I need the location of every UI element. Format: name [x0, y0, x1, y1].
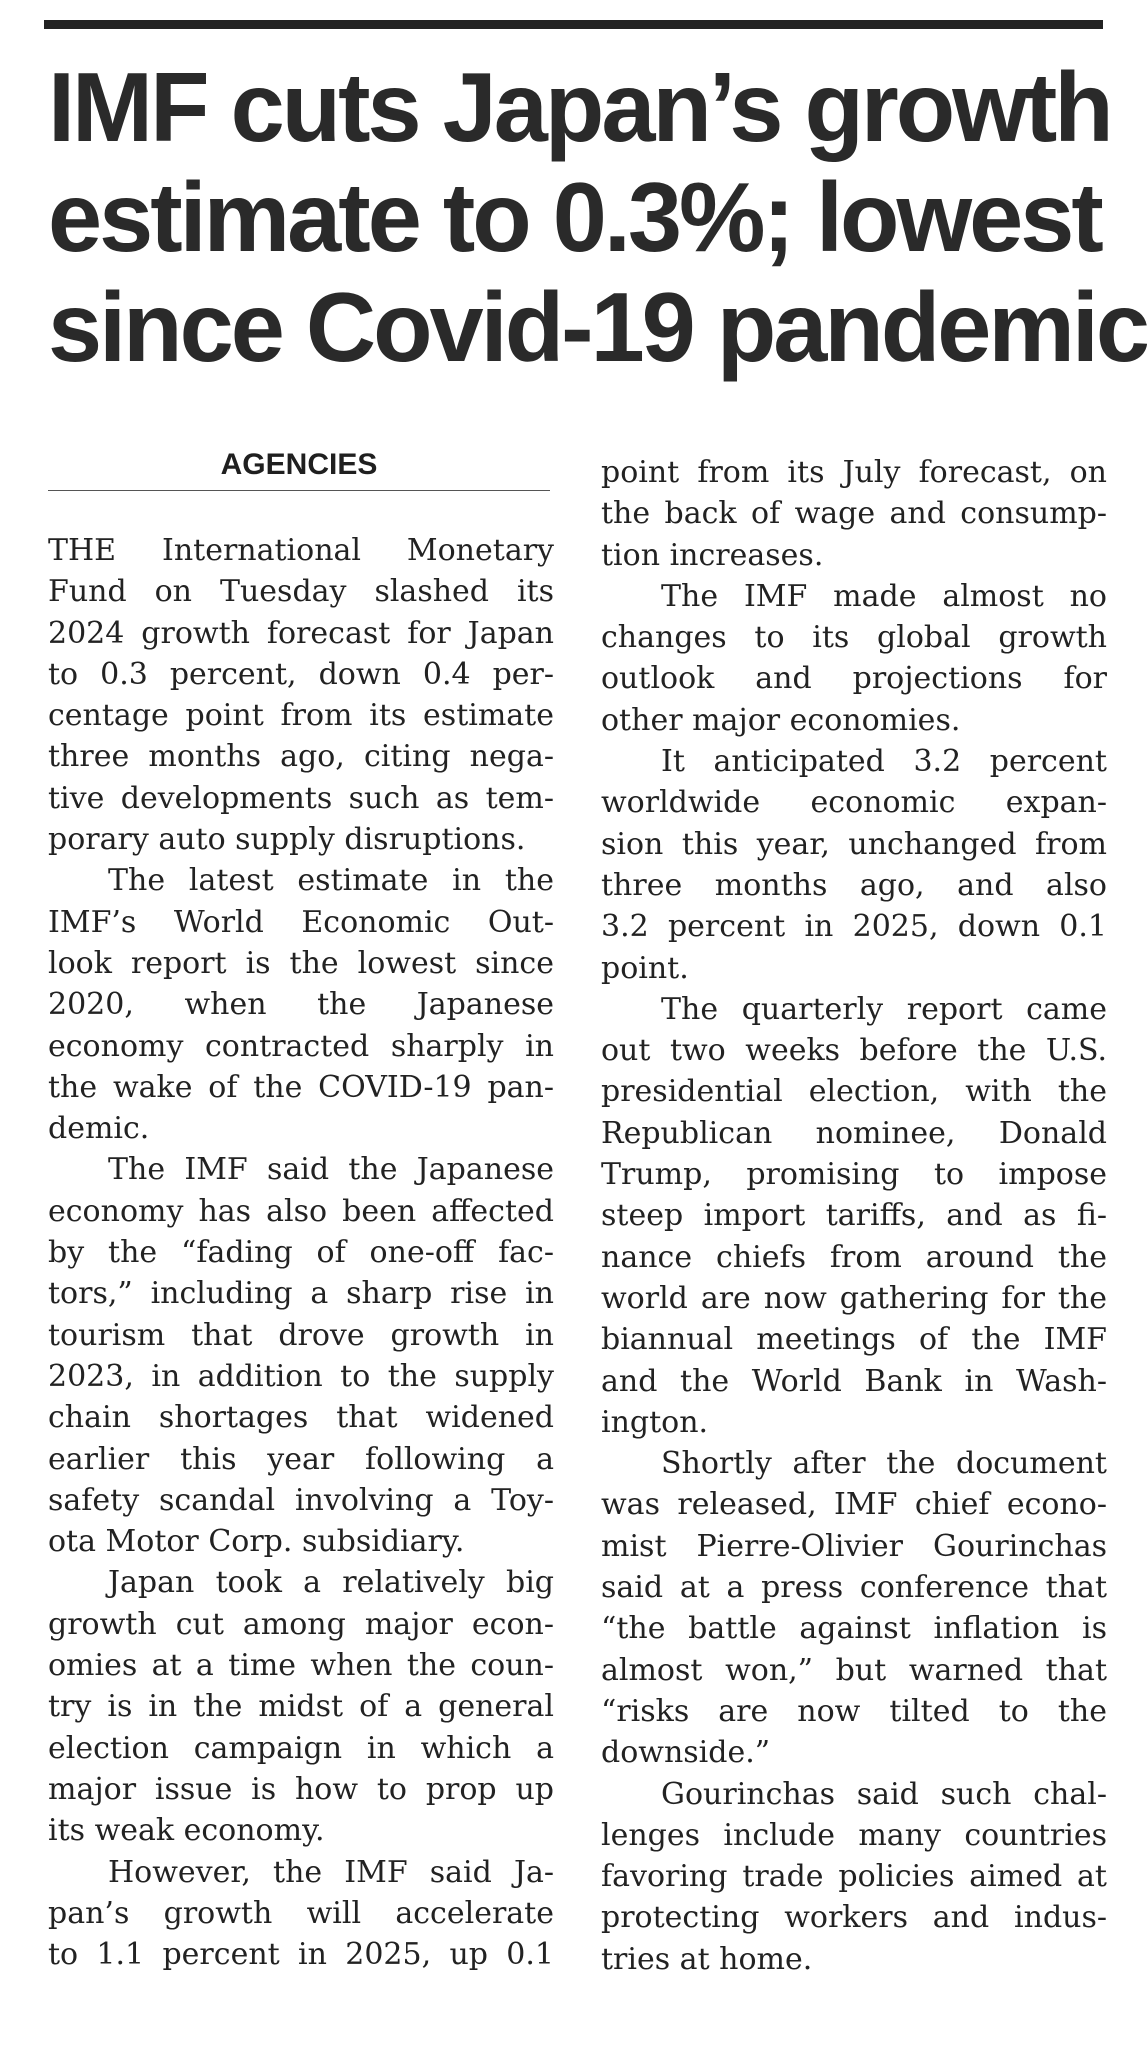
- article-text-line: point from its July forecast, on: [601, 455, 1107, 490]
- article-text-line: 2024 growth forecast for Japan: [48, 615, 554, 651]
- article-text-line: its weak economy.: [48, 1813, 325, 1849]
- byline-rule: [48, 490, 550, 491]
- article-text-line: omies at a time when the coun-: [48, 1648, 554, 1684]
- article-text-line: tries at home.: [601, 1941, 813, 1977]
- article-text-line: biannual meetings of the IMF: [601, 1322, 1107, 1358]
- article-text-line: was released, IMF chief econo-: [601, 1487, 1107, 1523]
- article-text-line: The latest estimate in the: [108, 863, 554, 899]
- article-text-line: porary auto supply disruptions.: [48, 822, 526, 858]
- article-text-line: other major economies.: [601, 702, 961, 738]
- article-text-line: Trump, promising to impose: [601, 1157, 1107, 1193]
- article-text-line: However, the IMF said Ja-: [108, 1854, 554, 1890]
- headline-line: IMF cuts Japan’s growth: [48, 52, 1111, 162]
- article-text-line: 2023, in addition to the supply: [48, 1358, 554, 1394]
- article-text-line: three months ago, citing nega-: [48, 739, 554, 775]
- article-text-line: three months ago, and also: [601, 867, 1107, 903]
- article-text-line: economy contracted sharply in: [48, 1028, 554, 1064]
- headline: [48, 52, 1147, 382]
- article-text-line: ington.: [601, 1404, 709, 1440]
- article-text-line: look report is the lowest since: [48, 945, 554, 981]
- article-text-line: said at a press conference that: [601, 1570, 1107, 1606]
- headline-line: estimate to 0.3%; lowest: [48, 162, 1101, 272]
- article-text-line: It anticipated 3.2 percent: [661, 744, 1107, 780]
- article-text-line: presidential election, with the: [601, 1074, 1107, 1110]
- article-text-line: lenges include many countries: [601, 1817, 1107, 1853]
- article-text-line: pan’s growth will accelerate: [48, 1895, 554, 1931]
- article-text-line: safety scandal involving a Toy-: [48, 1482, 554, 1518]
- article-text-line: point.: [601, 950, 689, 986]
- article-text-line: protecting workers and indus-: [601, 1900, 1107, 1936]
- right-column: [601, 452, 1107, 1980]
- article-text-line: IMF’s World Economic Out-: [48, 904, 554, 940]
- article-text-line: earlier this year following a: [48, 1441, 554, 1477]
- byline: AGENCIES: [220, 448, 378, 481]
- article-text-line: The IMF made almost no: [661, 578, 1107, 614]
- article-text-line: The quarterly report came: [661, 991, 1107, 1027]
- article-text-line: favoring trade policies aimed at: [601, 1859, 1107, 1895]
- article-text-line: ota Motor Corp. subsidiary.: [48, 1524, 465, 1560]
- article-text-line: tors,” including a sharp rise in: [48, 1276, 554, 1312]
- article-text-line: the back of wage and consump-: [601, 496, 1107, 532]
- article-text-line: downside.”: [601, 1735, 771, 1771]
- article-text-line: to 0.3 percent, down 0.4 per-: [48, 656, 554, 692]
- left-column: [48, 530, 554, 1975]
- article-text-line: Fund on Tuesday slashed its: [48, 574, 554, 610]
- article-text-line: demic.: [48, 1111, 150, 1147]
- top-rule: [44, 20, 1103, 29]
- article-text-line: sion this year, unchanged from: [601, 826, 1107, 862]
- article-text-line: worldwide economic expan-: [601, 785, 1107, 821]
- article-text-line: major issue is how to prop up: [48, 1771, 554, 1807]
- article-text-line: and the World Bank in Wash-: [601, 1363, 1107, 1399]
- article-text-line: growth cut among major econ-: [48, 1606, 554, 1642]
- article-text-line: “the battle against inflation is: [601, 1611, 1107, 1647]
- article-text-line: steep import tariffs, and as fi-: [601, 1198, 1107, 1234]
- article-text-line: changes to its global growth: [601, 620, 1107, 656]
- article-text-line: Gourinchas said such chal-: [661, 1776, 1107, 1812]
- article-text-line: to 1.1 percent in 2025, up 0.1: [48, 1937, 554, 1973]
- article-text-line: out two weeks before the U.S.: [601, 1033, 1107, 1069]
- article-text-line: centage point from its estimate: [48, 698, 554, 734]
- article-text-line: almost won,” but warned that: [601, 1652, 1107, 1688]
- article-text-line: tive developments such as tem-: [48, 780, 554, 816]
- article-text-line: mist Pierre-Olivier Gourinchas: [601, 1528, 1107, 1564]
- article-text-line: election campaign in which a: [48, 1730, 554, 1766]
- article-text-line: outlook and projections for: [601, 661, 1107, 697]
- article-text-line: economy has also been affected: [48, 1193, 554, 1229]
- article-text-line: chain shortages that widened: [48, 1400, 554, 1436]
- article-text-line: 2020, when the Japanese: [48, 987, 554, 1023]
- article-text-line: by the “fading of one-off fac-: [48, 1235, 554, 1271]
- article-text-line: The IMF said the Japanese: [108, 1152, 554, 1188]
- article-text-line: try is in the midst of a general: [48, 1689, 554, 1725]
- article-text-line: Shortly after the document: [661, 1446, 1107, 1482]
- article-text-line: tourism that drove growth in: [48, 1317, 554, 1353]
- headline-line: since Covid-19 pandemic: [48, 272, 1147, 382]
- article-text-line: nance chiefs from around the: [601, 1239, 1107, 1275]
- article-text-line: tion increases.: [601, 537, 824, 573]
- article-text-line: Japan took a relatively big: [108, 1565, 554, 1601]
- article-text-line: THE International Monetary: [48, 533, 554, 568]
- article-text-line: “risks are now tilted to the: [601, 1693, 1107, 1729]
- article-text-line: world are now gathering for the: [601, 1280, 1107, 1316]
- article-text-line: 3.2 percent in 2025, down 0.1: [601, 909, 1107, 945]
- article-text-line: the wake of the COVID-19 pan-: [48, 1069, 554, 1105]
- article-text-line: Republican nominee, Donald: [601, 1115, 1107, 1151]
